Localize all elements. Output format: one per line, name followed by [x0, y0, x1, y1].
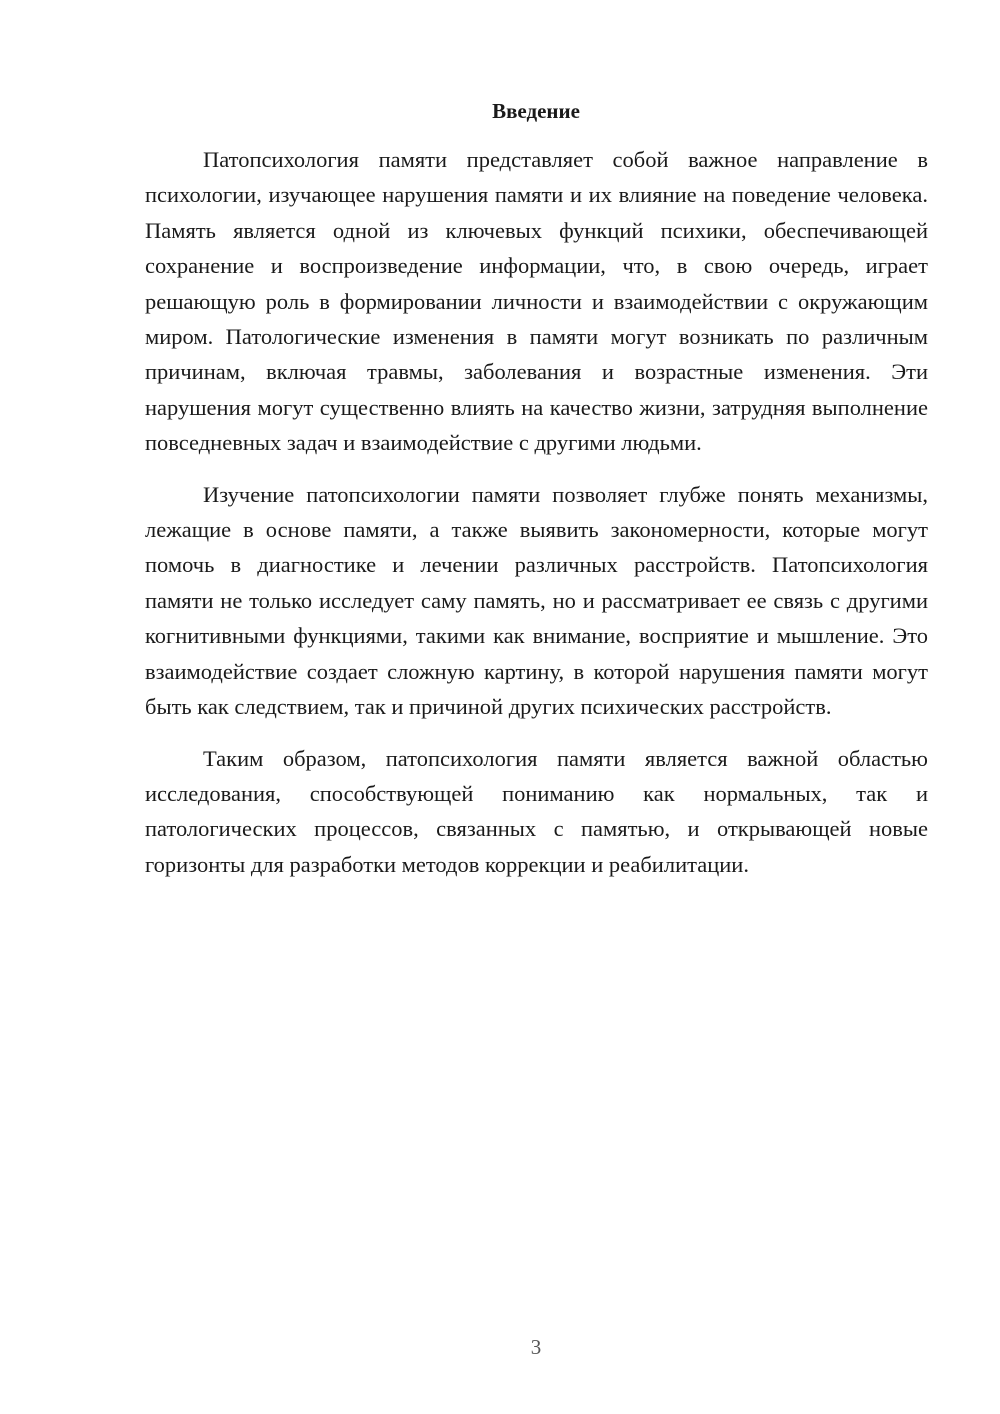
page-number: 3 — [530, 1335, 542, 1359]
paragraph-1: Патопсихология памяти представляет собой важное направление в психологии, изучающее нарушения памяти и их влияние на поведение человека. Память является одной из ключевых функций психики, обеспечивающей сохранение и воспроизведение информации, что, в свою очередь, играет решающую роль в формировании личности и взаимодействии с окружающим миром. Патологические изменения в памяти могут возникать по различным причинам, включая травмы, заболевания и возрастные изменения. Эти нарушения могут существенно влиять на качество жизни, затрудняя выполнение повседневных задач и взаимодействие с другими людьми. — [145, 147, 928, 456]
paragraph-2: Изучение патопсихологии памяти позволяет глубже понять механизмы, лежащие в основе памяти, а также выявить закономерности, которые могут помочь в диагностике и лечении различных расстройств. Патопсихология памяти не только исследует саму память, но и рассматривает ее связь с другими когнитивными функциями, такими как внимание, восприятие и мышление. Это взаимодействие создает сложную картину, в которой нарушения памяти могут быть как следствием, так и причиной других психических расстройств. — [145, 481, 928, 720]
body-text — [145, 142, 928, 882]
paragraph-3: Таким образом, патопсихология памяти является важной областью исследования, способствующей пониманию как нормальных, так и патологических процессов, связанных с памятью, и открывающей новые горизонты для разработки методов коррекции и реабилитации. — [145, 745, 928, 877]
section-title: Введение — [492, 99, 580, 123]
